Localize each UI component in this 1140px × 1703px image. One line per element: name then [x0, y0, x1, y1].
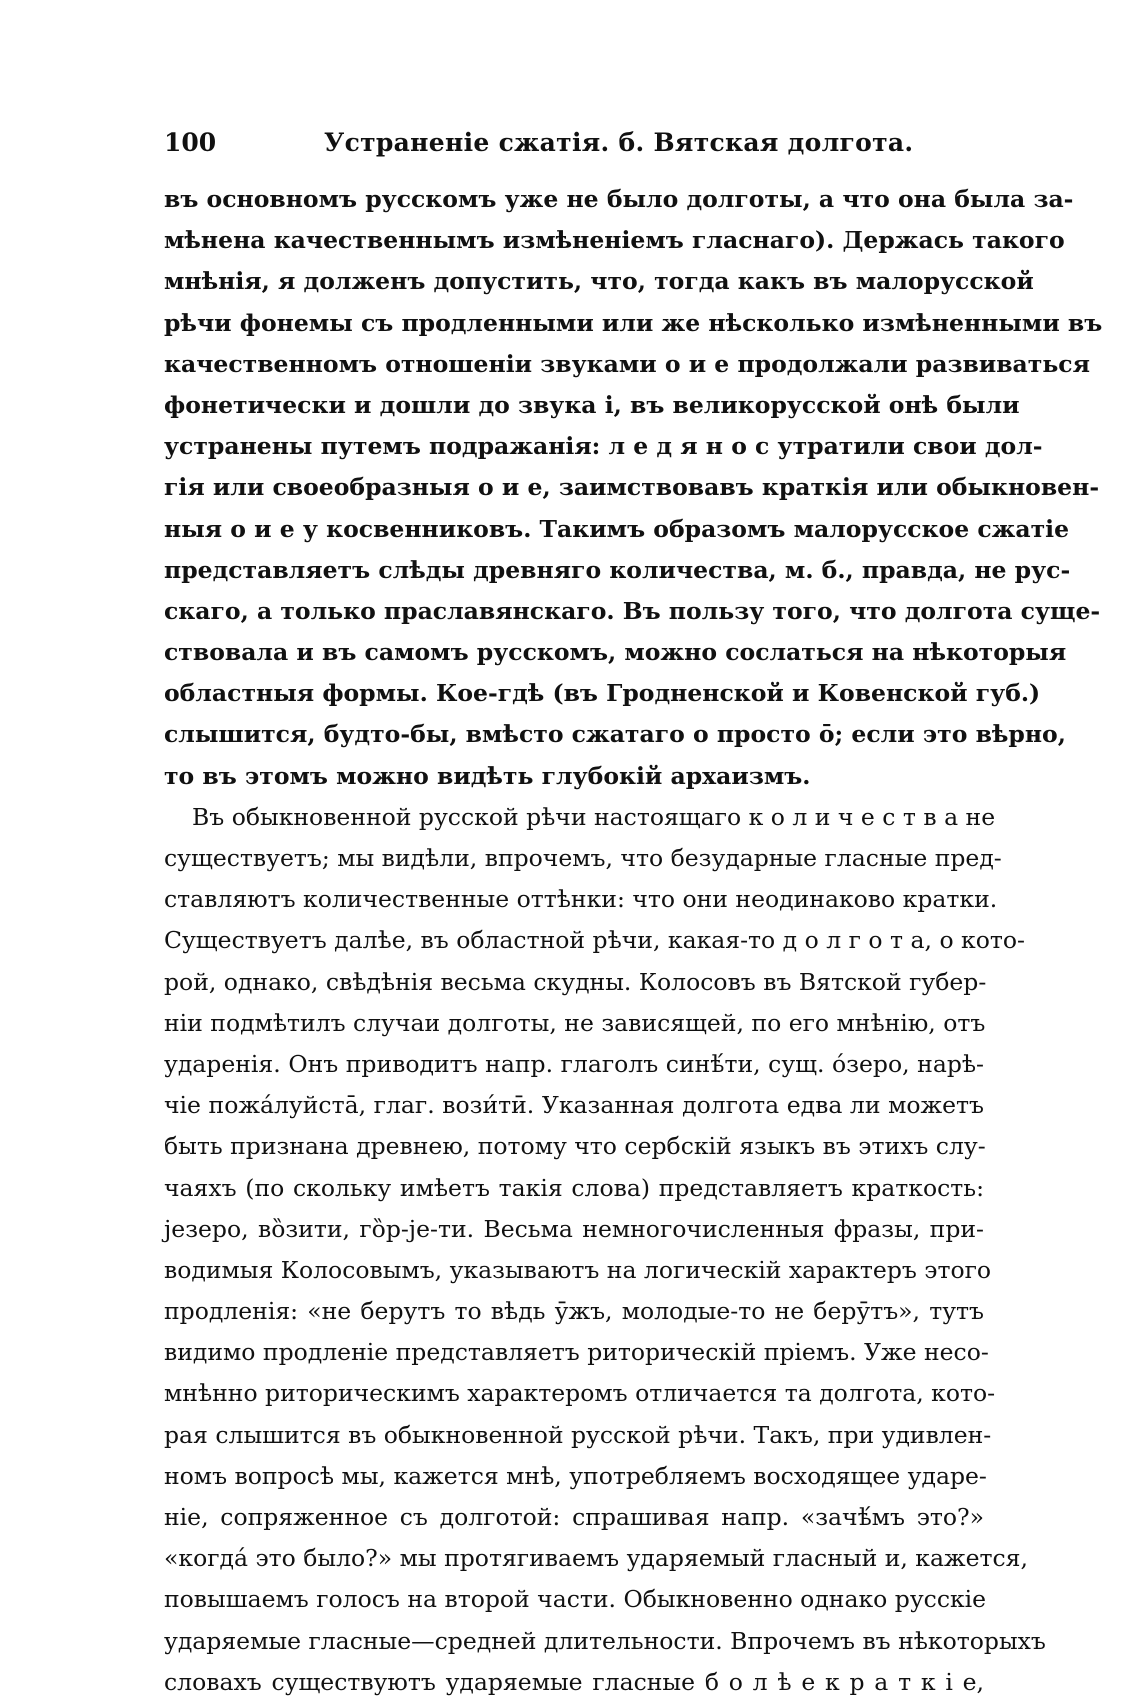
text-line: «когда́ это было?» мы протягиваемъ ударяемый гласный и, кажется, [164, 1544, 1028, 1573]
text-line: ударяемые гласные—средней длительности. Впрочемъ въ нѣкоторыхъ [164, 1626, 1046, 1655]
text-line: номъ вопросѣ мы, кажется мнѣ, употребляемъ восходящее ударе- [164, 1461, 987, 1490]
text-line: ставляютъ количественные оттѣнки: что они неодинаково кратки. [164, 885, 998, 914]
paragraph-2 [164, 797, 1046, 1703]
text-line: чіе пожа́луйста̄, глаг. вози́тӣ. Указанная долгота едва ли можетъ [164, 1091, 984, 1120]
text-line: повышаемъ голосъ на второй части. Обыкновенно однако русскіе [164, 1585, 987, 1614]
text-line: словахъ существуютъ ударяемые гласные б о л ѣ е к р а т к і е, [164, 1667, 984, 1696]
text-line: то въ этомъ можно видѣть глубокій архаизмъ. [164, 761, 811, 790]
text-line: слышится, будто-бы, вмѣсто сжатаго о просто ō; если это вѣрно, [164, 720, 1066, 749]
text-line: мнѣнія, я долженъ допустить, что, тогда какъ въ малорусской [164, 267, 1034, 296]
text-line: рѣчи фонемы съ продленными или же нѣсколько измѣненными въ [164, 308, 1103, 337]
text-line: ударенія. Онъ приводитъ напр. глаголъ синѣ́ти, сущ. о́зеро, нарѣ- [164, 1049, 984, 1078]
text-line: мнѣнно риторическимъ характеромъ отличается та долгота, кото- [164, 1379, 996, 1408]
text-line: Существуетъ далѣе, въ областной рѣчи, какая-то д о л г о т а, о кото- [164, 926, 1025, 955]
page-number: 100 [164, 128, 217, 157]
text-line: рой, однако, свѣдѣнія весьма скудны. Колосовъ въ Вятской губер- [164, 967, 987, 996]
body-text [164, 179, 1103, 1703]
text-line: существуетъ; мы видѣли, впрочемъ, что безударные гласные пред- [164, 844, 1002, 872]
text-line: мѣнена качественнымъ измѣненіемъ гласнаго). Держась такого [164, 226, 1065, 255]
paragraph-1 [164, 179, 1103, 797]
text-line: быть признана древнею, потому что сербскій языкъ въ этихъ слу- [164, 1132, 986, 1161]
text-line: ніи подмѣтилъ случаи долготы, не зависящей, по его мнѣнію, отъ [164, 1008, 986, 1037]
text-line: чаяхъ (по скольку имѣетъ такія слова) представляетъ краткость: [164, 1173, 984, 1202]
text-line: скаго, а только праславянскаго. Въ пользу того, что долгота суще- [164, 596, 1101, 625]
text-line: гія или своеобразныя о и е, заимствовавъ краткія или обыкновен- [164, 473, 1100, 502]
text-line: jезеро, во̏зити, го̏р-jе-ти. Весьма немногочисленныя фразы, при- [164, 1214, 984, 1243]
text-line: представляетъ слѣды древняго количества, м. б., правда, не рус- [164, 555, 1071, 584]
running-title: Устраненіе сжатія. б. Вятская долгота. [324, 128, 914, 157]
text-line: ствовала и въ самомъ русскомъ, можно сослаться на нѣкоторыя [164, 638, 1067, 667]
text-line: фонетически и дошли до звука і, въ великорусской онѣ были [164, 390, 1020, 419]
text-line: областныя формы. Кое-гдѣ (въ Гродненской и Ковенской губ.) [164, 679, 1041, 708]
text-line: качественномъ отношеніи звуками о и е продолжали развиваться [164, 349, 1090, 378]
text-line: водимыя Колосовымъ, указываютъ на логическій характеръ этого [164, 1255, 992, 1284]
text-line: устранены путемъ подражанія: л е д я н о с утратили свои дол- [164, 432, 1043, 461]
text-line: видимо продленіе представляетъ риторическій пріемъ. Уже несо- [164, 1338, 989, 1367]
text-line: рая слышится въ обыкновенной русской рѣчи. Такъ, при удивлен- [164, 1420, 992, 1449]
text-line: продленія: «не берутъ то вѣдь ӯжъ, молодые-то не берӯтъ», тутъ [164, 1297, 984, 1326]
text-line: ніе, сопряженное съ долготой: спрашивая напр. «зачѣ́мъ это?» [164, 1503, 984, 1531]
text-line: въ основномъ русскомъ уже не было долготы, а что она была за- [164, 185, 1074, 213]
text-line: ныя о и е у косвенниковъ. Такимъ образомъ малорусское сжатіе [164, 514, 1070, 543]
text-line: Въ обыкновенной русской рѣчи настоящаго к о л и ч е с т в а не [192, 802, 996, 831]
